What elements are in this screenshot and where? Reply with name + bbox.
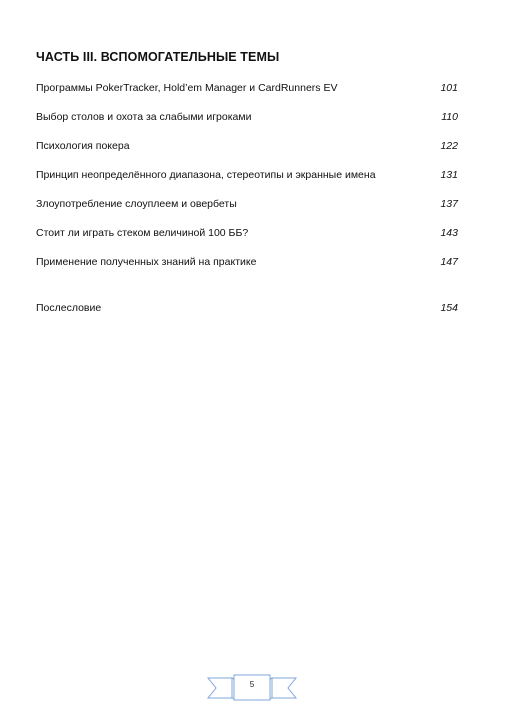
part-heading: ЧАСТЬ III. ВСПОМОГАТЕЛЬНЫЕ ТЕМЫ bbox=[36, 50, 280, 64]
toc-entry bbox=[36, 196, 458, 212]
toc-entry-afterword bbox=[36, 300, 458, 316]
toc-entry-title: Выбор столов и охота за слабыми игроками bbox=[36, 111, 252, 123]
toc-entry-title: Злоупотребление слоуплеем и овербеты bbox=[36, 198, 237, 210]
toc-entry bbox=[36, 109, 458, 125]
page-number: 5 bbox=[249, 680, 255, 689]
page-footer bbox=[206, 672, 298, 704]
toc-entry-page: 131 bbox=[440, 169, 458, 181]
toc-entry-title: Стоит ли играть стеком величиной 100 ББ? bbox=[36, 227, 249, 239]
toc-entry bbox=[36, 138, 458, 154]
toc-entry-title: Послесловие bbox=[36, 302, 102, 314]
toc-entry-title: Применение полученных знаний на практике bbox=[36, 256, 257, 268]
toc-entry bbox=[36, 225, 458, 241]
toc-entry-page: 143 bbox=[440, 227, 458, 239]
toc-entry-page: 147 bbox=[440, 256, 458, 268]
toc-entry-page: 122 bbox=[440, 140, 458, 152]
toc-entry bbox=[36, 254, 458, 270]
toc-entry-page: 154 bbox=[440, 302, 458, 314]
toc-entry-title: Психология покера bbox=[36, 140, 130, 152]
toc-entry-page: 110 bbox=[441, 111, 458, 123]
toc-entry bbox=[36, 80, 458, 96]
toc-entry-page: 101 bbox=[440, 82, 458, 94]
toc-entry-page: 137 bbox=[440, 198, 458, 210]
toc-entry bbox=[36, 167, 458, 183]
toc-entry-title: Программы PokerTracker, Hold’em Manager и CardRunners EV bbox=[36, 82, 338, 94]
toc-entry-title: Принцип неопределённого диапазона, стереотипы и экранные имена bbox=[36, 169, 376, 181]
